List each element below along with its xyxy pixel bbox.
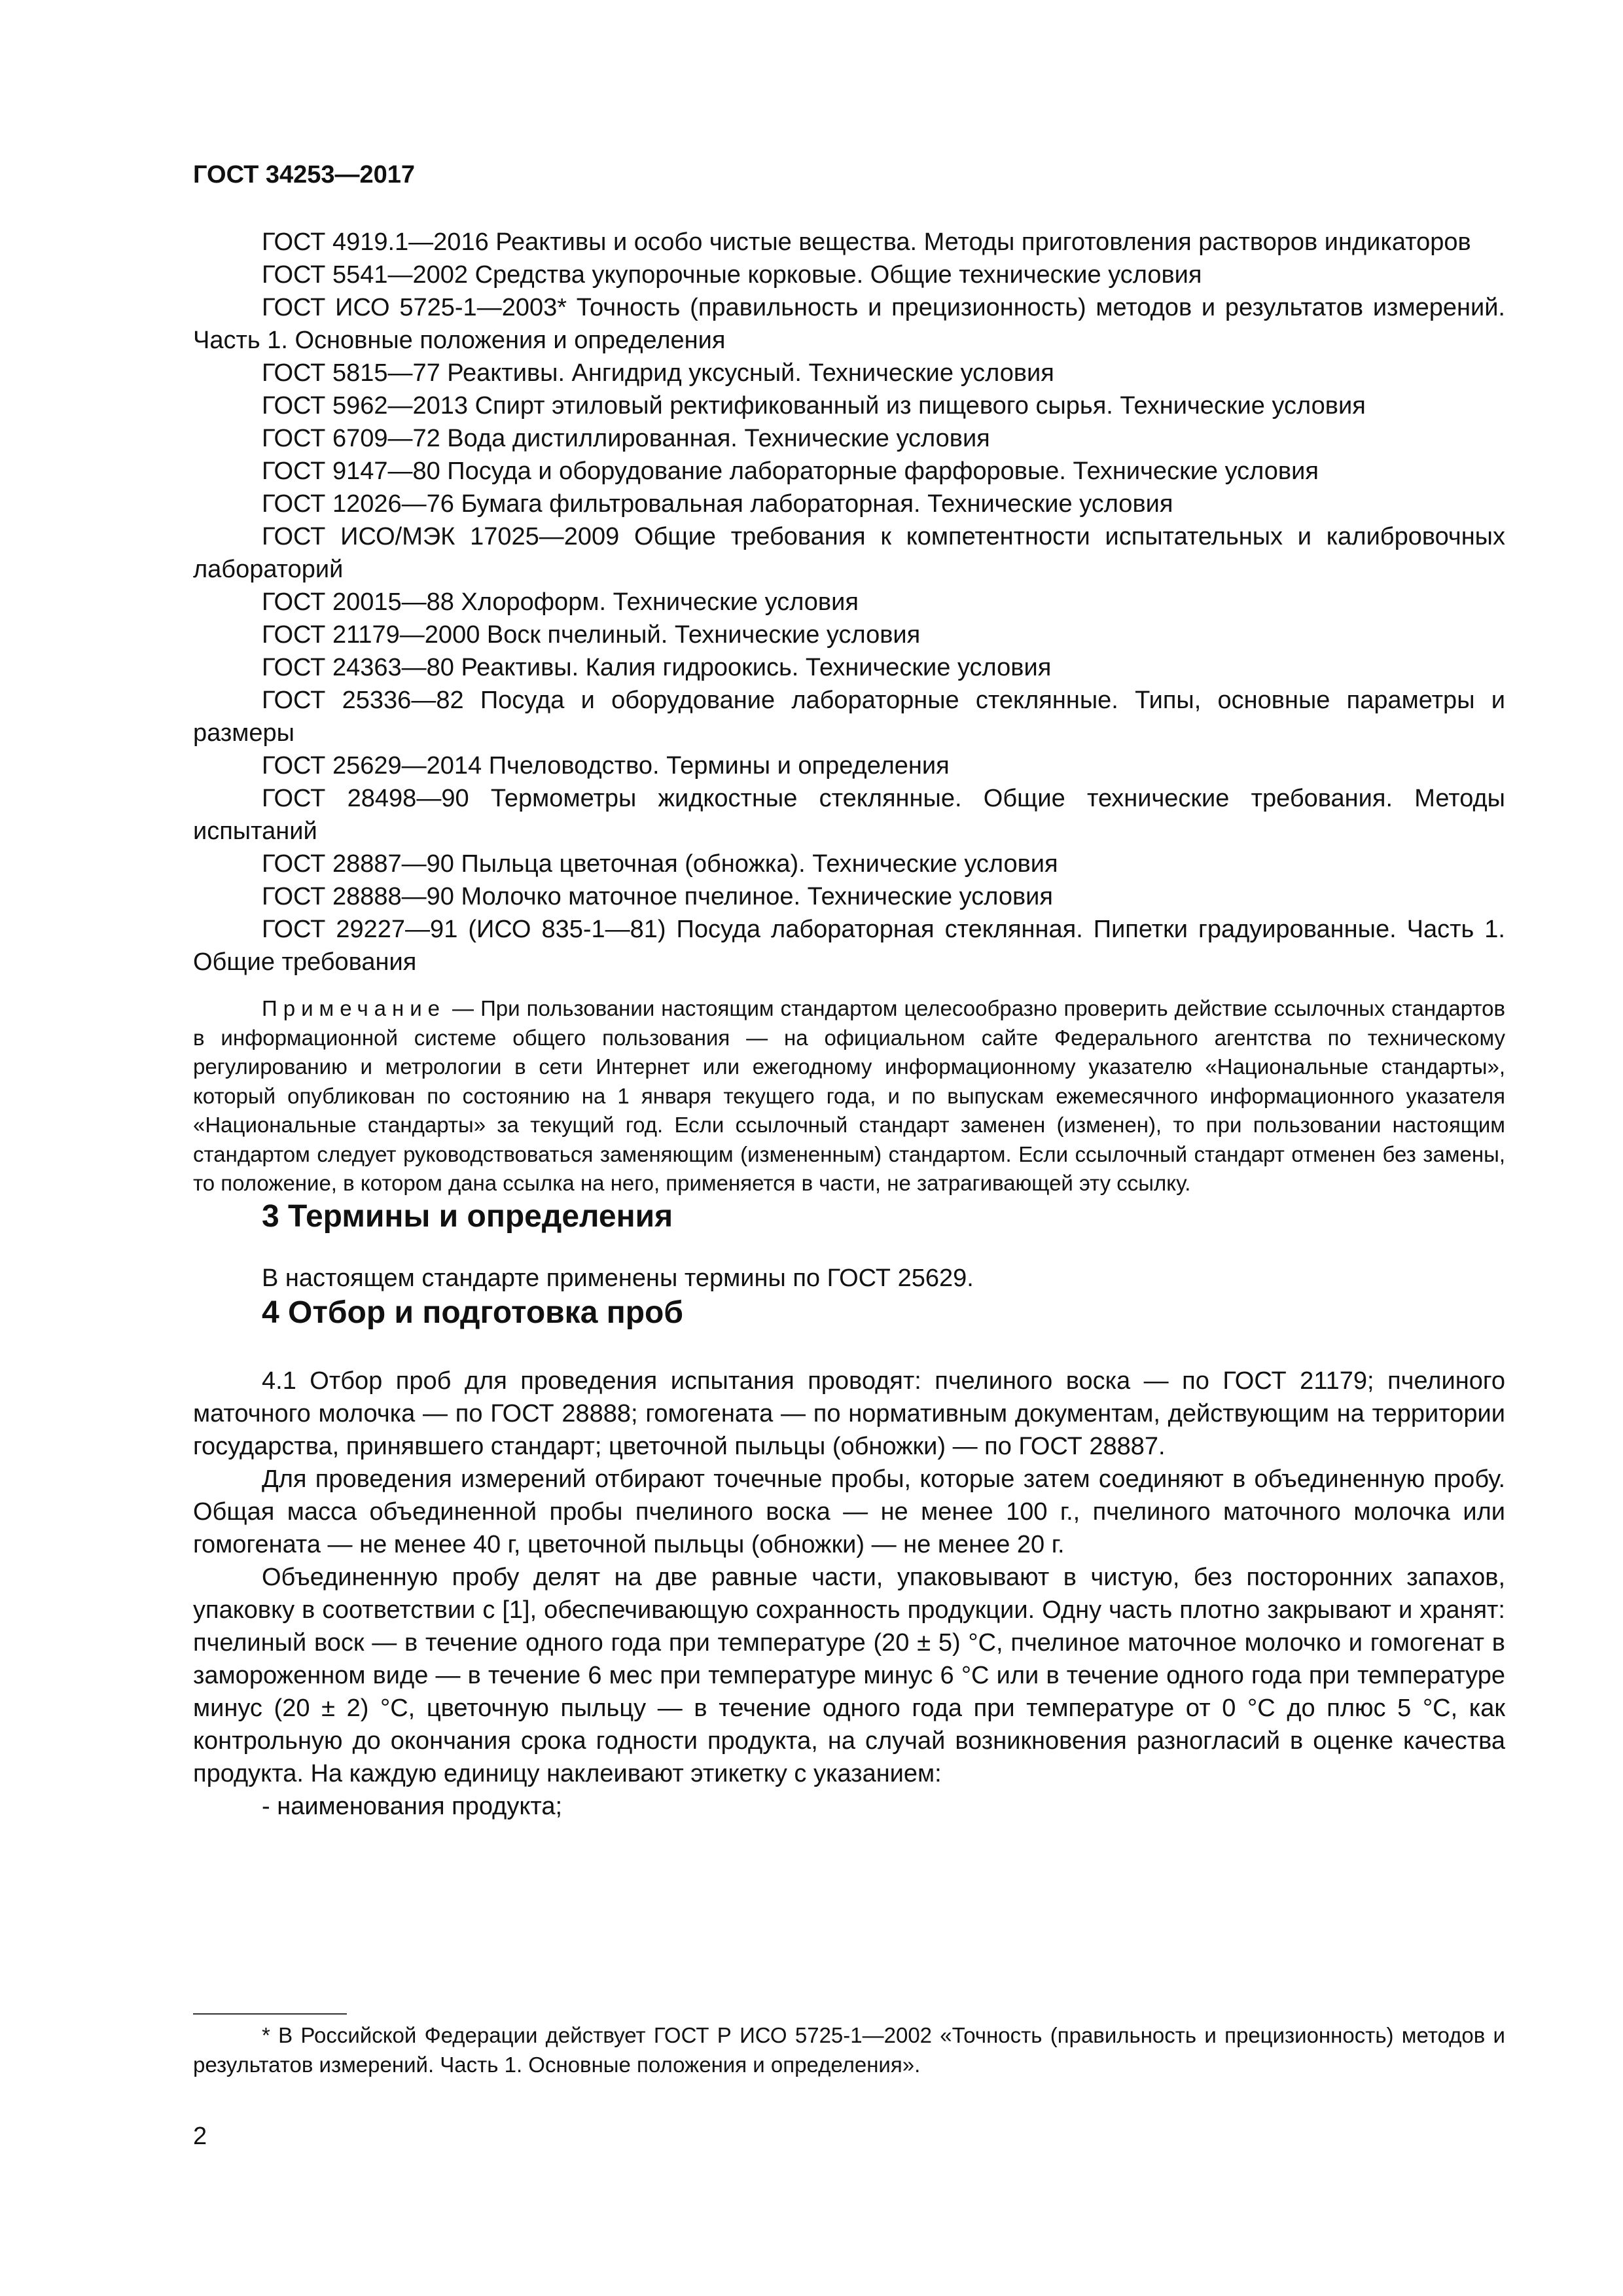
- footnote: * В Российской Федерации действует ГОСТ Р ИСО 5725-1—2002 «Точность (правильность и прецизионность) методов и результатов измерений. Часть 1. Основные положения и определения».: [193, 2023, 1505, 2077]
- reference-item: ГОСТ 29227—91 (ИСО 835-1—81) Посуда лабораторная стеклянная. Пипетки градуированные. Часть 1. Общие требования: [193, 916, 1505, 976]
- section-3-text: В настоящем стандарте применены термины по ГОСТ 25629.: [262, 1264, 974, 1292]
- reference-item: ГОСТ 25629—2014 Пчеловодство. Термины и определения: [262, 752, 950, 780]
- note-block: [193, 994, 1505, 1198]
- main-content: [193, 226, 1505, 1823]
- reference-item: ГОСТ 12026—76 Бумага фильтровальная лабораторная. Технические условия: [262, 490, 1173, 518]
- reference-item: ГОСТ 28887—90 Пыльца цветочная (обножка). Технические условия: [262, 850, 1058, 878]
- reference-item: ГОСТ 24363—80 Реактивы. Калия гидроокись. Технические условия: [262, 654, 1052, 681]
- reference-item: ГОСТ 6709—72 Вода дистиллированная. Технические условия: [262, 425, 990, 452]
- paragraph: Для проведения измерений отбирают точечные пробы, которые затем соединяют в объединенную пробу. Общая масса объединенной пробы пчелиного воска — не менее 100 г., пчелиного маточного молочка или гомогената — не менее 40 г, цветочной пыльцы (обножки) — не менее 20 г.: [193, 1465, 1505, 1558]
- reference-item: ГОСТ 20015—88 Хлороформ. Технические условия: [262, 588, 859, 616]
- note-label: Примечание: [262, 996, 446, 1020]
- note-text: — При пользовании настоящим стандартом целесообразно проверить действие ссылочных стандартов в информационной системе общего пользования — на официальном сайте Федерального агентства по техническому регулированию и метрологии в сети Интернет или ежегодному информационному указателю «Национальные стандарты», который опубликован по состоянию на 1 января текущего года, и по выпускам ежемесячного информационного указателя «Национальные стандарты» за текущий год. Если ссылочный стандарт заменен (изменен), то при пользовании настоящим стандартом следует руководствоваться заменяющим (измененным) стандартом. Если ссылочный стандарт отменен без замены, то положение, в котором дана ссылка на него, применяется в части, не затрагивающей эту ссылку.: [193, 996, 1505, 1195]
- section-3-title: 3 Термины и определения: [262, 1198, 673, 1234]
- reference-item: ГОСТ ИСО/МЭК 17025—2009 Общие требования к компетентности испытательных и калибровочных лабораторий: [193, 523, 1505, 583]
- normative-references-list: [193, 226, 1505, 978]
- document-code-header: ГОСТ 34253—2017: [193, 161, 416, 188]
- reference-item: ГОСТ 4919.1—2016 Реактивы и особо чистые вещества. Методы приготовления растворов индикаторов: [262, 228, 1471, 256]
- paragraph-4-1: 4.1 Отбор проб для проведения испытания проводят: пчелиного воска — по ГОСТ 21179; пчелиного маточного молочка — по ГОСТ 28888; гомогената — по нормативным документам, действующим на территории государства, принявшего стандарт; цветочной пыльцы (обножки) — по ГОСТ 28887.: [193, 1367, 1505, 1460]
- reference-item: ГОСТ 28888—90 Молочко маточное пчелиное. Технические условия: [262, 883, 1053, 910]
- reference-item: ГОСТ 5815—77 Реактивы. Ангидрид уксусный. Технические условия: [262, 359, 1054, 387]
- reference-item: ГОСТ 25336—82 Посуда и оборудование лабораторные стеклянные. Типы, основные параметры и размеры: [193, 687, 1505, 747]
- footnote-divider: [193, 2013, 347, 2015]
- reference-item: ГОСТ 9147—80 Посуда и оборудование лабораторные фарфоровые. Технические условия: [262, 457, 1319, 485]
- page-number: 2: [193, 2123, 207, 2150]
- reference-item: ГОСТ 28498—90 Термометры жидкостные стеклянные. Общие технические требования. Методы испытаний: [193, 785, 1505, 845]
- reference-item: ГОСТ 5541—2002 Средства укупорочные корковые. Общие технические условия: [262, 261, 1202, 289]
- paragraph: Объединенную пробу делят на две равные части, упаковывают в чистую, без посторонних запахов, упаковку в соответствии с [1], обеспечивающую сохранность продукции. Одну часть плотно закрывают и хранят: пчелиный воск — в течение одного года при температуре (20 ± 5) °С, пчелиное маточное молочко и гомогенат в замороженном виде — в течение 6 мес при температуре минус 6 °С или в течение одного года при температуре минус (20 ± 2) °С, цветочную пыльцу — в течение одного года при температуре от 0 °С до плюс 5 °С, как контрольную до окончания срока годности продукта, на случай возникновения разногласий в оценке качества продукта. На каждую единицу наклеивают этикетку с указанием:: [193, 1563, 1505, 1787]
- section-4-title: 4 Отбор и подготовка проб: [262, 1295, 684, 1330]
- reference-item: ГОСТ 5962—2013 Спирт этиловый ректификованный из пищевого сырья. Технические условия: [262, 392, 1366, 420]
- reference-item: ГОСТ 21179—2000 Воск пчелиный. Технические условия: [262, 621, 921, 649]
- reference-item: ГОСТ ИСО 5725-1—2003* Точность (правильность и прецизионность) методов и результатов измерений. Часть 1. Основные положения и определения: [193, 294, 1505, 354]
- list-item: - наименования продукта;: [262, 1792, 563, 1820]
